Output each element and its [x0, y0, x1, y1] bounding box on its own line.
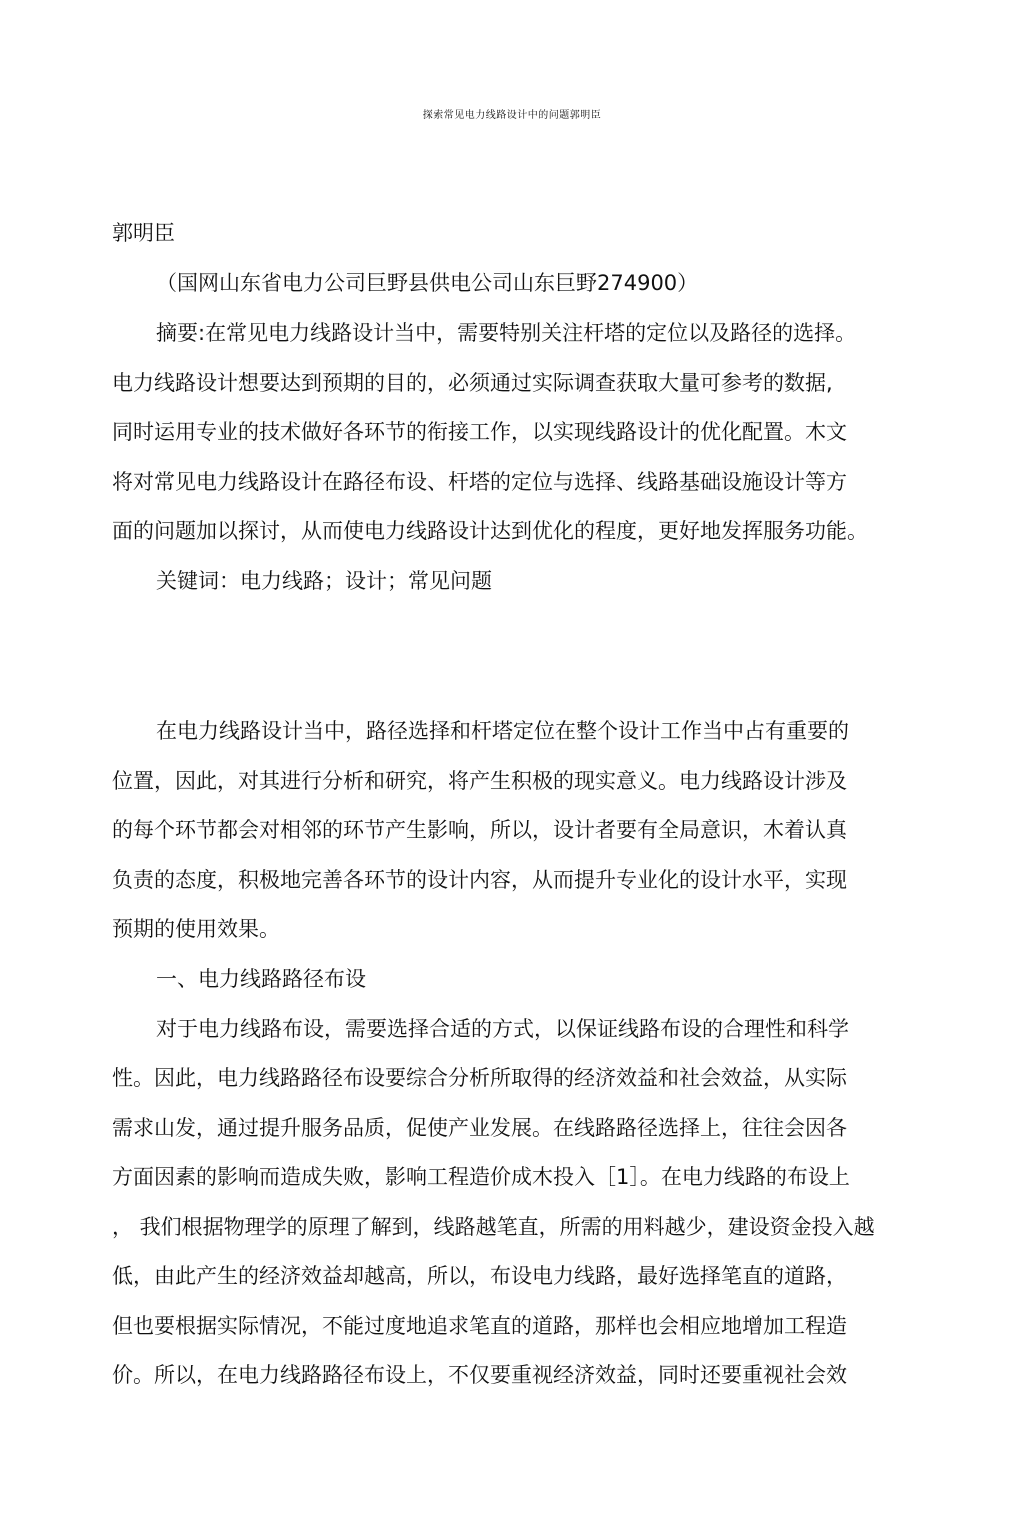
- abstract-line: 同时运用专业的技术做好各环节的衔接工作，以实现线路设计的优化配置。木文: [112, 420, 847, 444]
- paragraph-line: 低，由此产生的经济效益却越高，所以，布设电力线路，最好选择笔直的道路，: [112, 1264, 847, 1288]
- paragraph-line: ， 我们根据物理学的原理了解到，线路越笔直，所需的用料越少，建设资金投入越: [112, 1215, 875, 1239]
- paragraph-line: 在电力线路设计当中，路径选择和杆塔定位在整个设计工作当中占有重要的: [156, 719, 849, 743]
- paragraph-line: 方面因素的影响而造成失败，影响工程造价成木投入［1］。在电力线路的布设上: [112, 1165, 850, 1189]
- abstract-line: 摘要:在常见电力线路设计当中，需要特别关注杆塔的定位以及路径的选择。: [156, 321, 857, 345]
- keywords: 关键词：电力线路；设计；常见问题: [156, 569, 492, 593]
- abstract-line: 面的问题加以探讨，从而使电力线路设计达到优化的程度，更好地发挥服务功能。: [112, 519, 868, 543]
- abstract-line: 将对常见电力线路设计在路径布设、杆塔的定位与选择、线路基础设施设计等方: [112, 470, 847, 494]
- author-name: 郭明臣: [112, 221, 175, 245]
- paragraph-line: 负责的态度，积极地完善各环节的设计内容，从而提升专业化的设计水平，实现: [112, 868, 847, 892]
- document-title: 探索常见电力线路设计中的问题郭明臣: [422, 110, 602, 121]
- section-heading: 一、电力线路路径布设: [156, 967, 366, 991]
- paragraph-line: 但也要根据实际情况，不能过度地追求笔直的道路，那样也会相应地增加工程造: [112, 1314, 847, 1338]
- paragraph-line: 位置，因此，对其进行分析和研究，将产生积极的现实意义。电力线路设计涉及: [112, 769, 847, 793]
- paragraph-line: 价。所以，在电力线路路径布设上，不仅要重视经济效益，同时还要重视社会效: [112, 1363, 847, 1387]
- paragraph-line: 对于电力线路布设，需要选择合适的方式，以保证线路布设的合理性和科学: [156, 1017, 849, 1041]
- abstract-line: 电力线路设计想要达到预期的目的，必须通过实际调查获取大量可参考的数据,: [112, 371, 833, 395]
- author-affiliation: （国网山东省电力公司巨野县供电公司山东巨野274900）: [156, 271, 699, 295]
- paragraph-line: 需求山发，通过提升服务品质，促使产业发展。在线路路径选择上，往往会因各: [112, 1116, 847, 1140]
- paragraph-line: 性。因此，电力线路路径布设要综合分析所取得的经济效益和社会效益，从实际: [112, 1066, 847, 1090]
- paragraph-line: 的每个环节都会对相邻的环节产生影响，所以，设计者要有全局意识，木着认真: [112, 818, 847, 842]
- paragraph-line: 预期的使用效果。: [112, 917, 280, 941]
